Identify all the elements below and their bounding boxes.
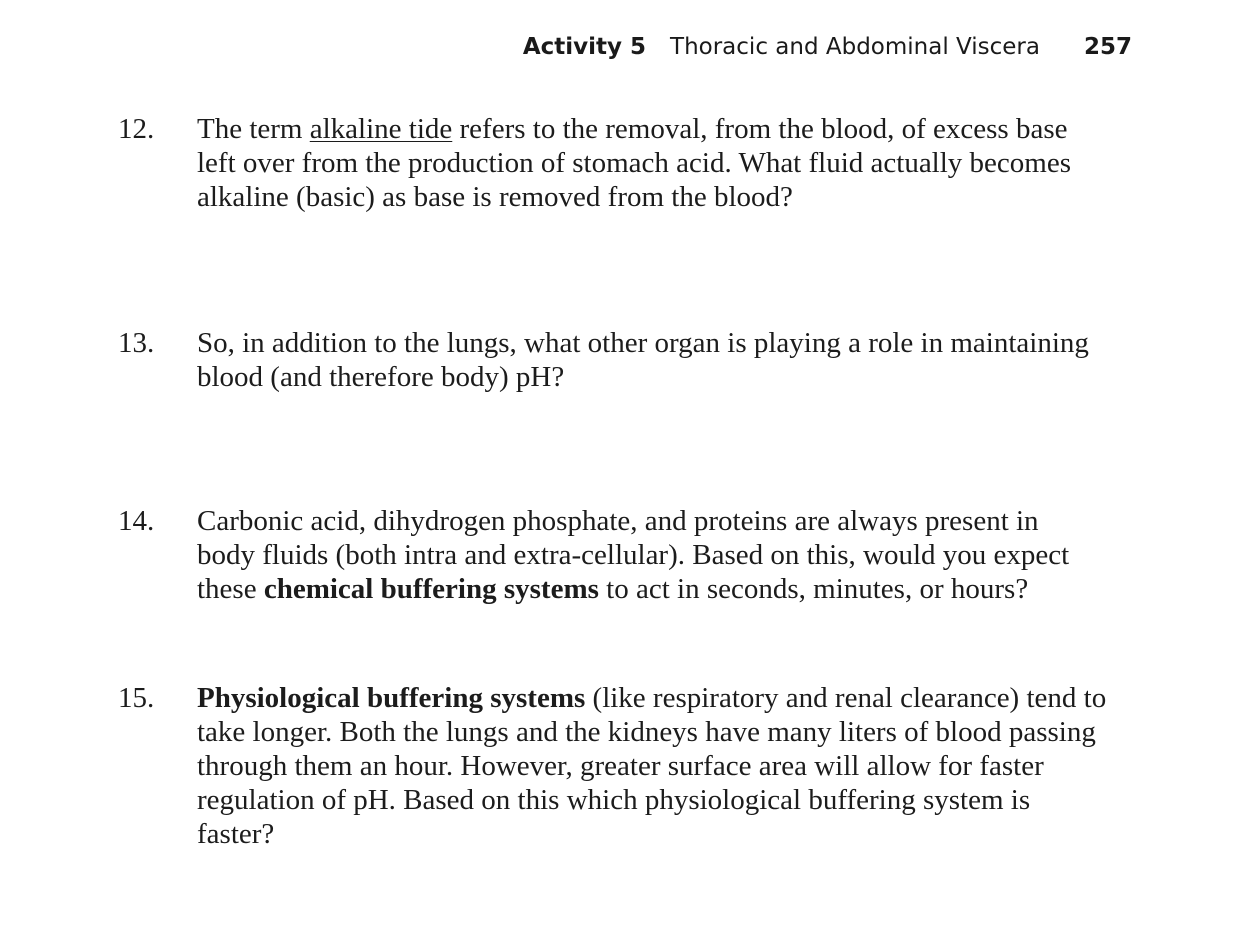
text-segment: to act in seconds, minutes, or hours?: [606, 573, 1029, 605]
text-segment: these: [197, 573, 257, 605]
question-15: [118, 681, 1148, 851]
question-13: [118, 326, 1148, 394]
question-12: [118, 112, 1148, 214]
question-line: regulation of pH. Based on this which physiological buffering system is: [197, 784, 1031, 816]
question-line: alkaline (basic) as base is removed from the blood?: [197, 181, 793, 213]
question-number: 13.: [118, 327, 155, 359]
question-line: through them an hour. However, greater surface area will allow for faster: [197, 750, 1044, 782]
question-line: body fluids (both intra and extra-cellular). Based on this, would you expect: [197, 539, 1070, 571]
running-header: [523, 30, 1132, 64]
question-text: [197, 326, 1148, 394]
question-line: faster?: [197, 818, 275, 850]
page-number: 257: [1083, 34, 1132, 60]
question-line: [197, 112, 1148, 146]
question-text: [197, 504, 1148, 606]
text-segment: (like respiratory and renal clearance) tend to: [592, 682, 1107, 714]
question-line: take longer. Both the lungs and the kidneys have many liters of blood passing: [197, 716, 1096, 748]
chapter-title: Thoracic and Abdominal Viscera: [670, 34, 1040, 60]
question-line: left over from the production of stomach acid. What fluid actually becomes: [197, 147, 1072, 179]
question-line: [197, 681, 1148, 715]
question-line: Carbonic acid, dihydrogen phosphate, and proteins are always present in: [197, 505, 1039, 537]
question-line: [197, 572, 1148, 606]
question-line: So, in addition to the lungs, what other organ is playing a role in maintaining: [197, 327, 1089, 359]
underlined-term: alkaline tide: [309, 113, 453, 145]
text-segment: refers to the removal, from the blood, of excess base: [459, 113, 1068, 145]
question-number: 12.: [118, 113, 155, 145]
activity-label: Activity 5: [522, 34, 647, 60]
question-text: [197, 681, 1148, 851]
question-line: blood (and therefore body) pH?: [197, 361, 565, 393]
question-number: 14.: [118, 505, 155, 537]
question-number: 15.: [118, 682, 155, 714]
question-text: [197, 112, 1148, 214]
bold-term: Physiological buffering systems: [197, 682, 586, 714]
bold-term: chemical buffering systems: [263, 573, 599, 605]
text-segment: The term: [197, 113, 303, 145]
question-14: [118, 504, 1148, 606]
